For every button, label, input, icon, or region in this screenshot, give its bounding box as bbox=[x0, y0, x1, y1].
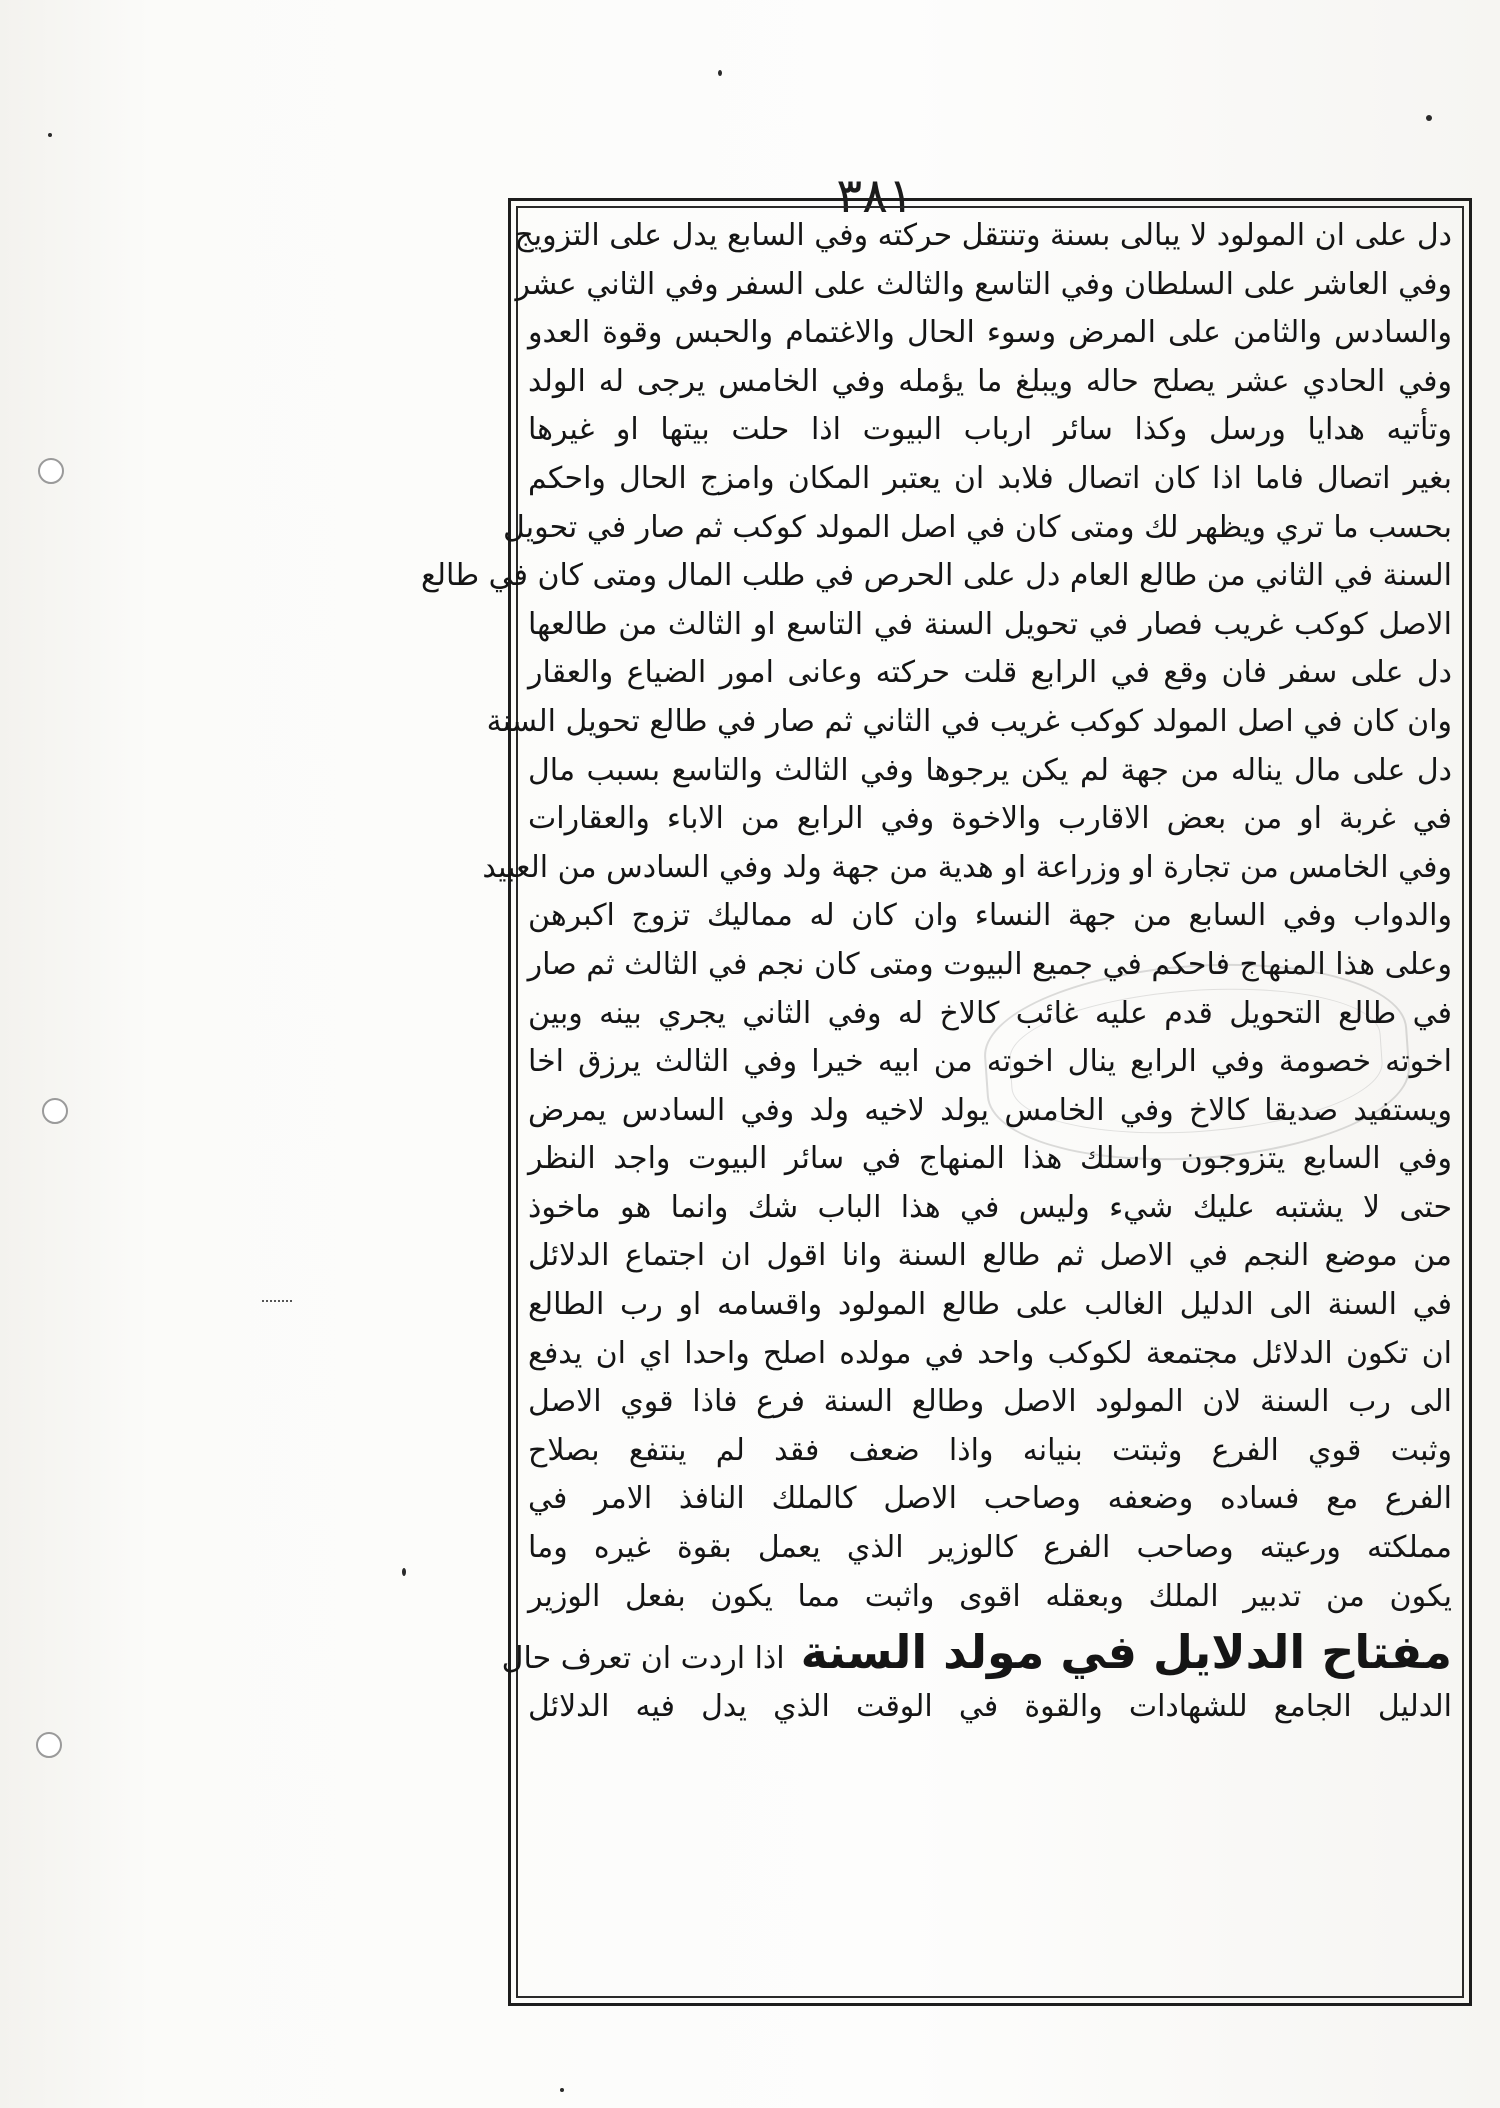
text-line: وتأتيه هدايا ورسل وكذا سائر ارباب البيوت اذا حلت بيتها او غيرها bbox=[528, 412, 1452, 448]
text-line: دل على ان المولود لا يبالى بسنة وتنتقل حركته وفي السابع يدل على التزويج bbox=[514, 218, 1452, 253]
text-line: ويستفيد صديقا كالاخ وفي الخامس يولد لاخيه ولد وفي السادس يمرض bbox=[528, 1092, 1452, 1128]
page-number: ٣٨١ bbox=[836, 168, 914, 224]
punch-hole-middle bbox=[42, 1098, 68, 1124]
section-heading: مفتاح الدلايل في مولد السنة bbox=[800, 1625, 1452, 1680]
text-line: الى رب السنة لان المولود الاصل وطالع السنة فرع فاذا قوي الاصل bbox=[528, 1384, 1452, 1420]
text-line: بحسب ما تري ويظهر لك ومتى كان في اصل المولد كوكب ثم صار في تحويل bbox=[503, 509, 1452, 545]
section-heading-line bbox=[501, 1621, 1452, 1683]
text-line: دل على سفر فان وقع في الرابع قلت حركته وعانى امور الضياع والعقار bbox=[528, 655, 1452, 691]
text-line: في طالع التحويل قدم عليه غائب كالاخ له وفي الثاني يجري بينه وبين bbox=[528, 995, 1452, 1031]
text-line: وعلى هذا المنهاج فاحكم في جميع البيوت ومتى كان نجم في الثالث ثم صار bbox=[527, 946, 1452, 982]
text-line: الاصل كوكب غريب فصار في تحويل السنة في التاسع او الثالث من طالعها bbox=[528, 606, 1452, 642]
text-line: حتى لا يشتبه عليك شيء وليس في هذا الباب شك وانما هو ماخوذ bbox=[528, 1189, 1452, 1225]
manuscript-text-block bbox=[420, 212, 1452, 1992]
text-line: وان كان في اصل المولد كوكب غريب في الثاني ثم صار في طالع تحويل السنة bbox=[486, 703, 1452, 739]
scan-speck bbox=[1426, 115, 1432, 121]
text-line: مملكته ورعيته وصاحب الفرع كالوزير الذي يعمل بقوة غيره وما bbox=[528, 1530, 1452, 1566]
text-line: وفي السابع يتزوجون واسلك هذا المنهاج في سائر البيوت واجد النظر bbox=[528, 1141, 1452, 1177]
punch-hole-bottom bbox=[36, 1732, 62, 1758]
text-line: في غربة او من بعض الاقارب والاخوة وفي الرابع من الاباء والعقارات bbox=[528, 801, 1452, 837]
text-line: والدواب وفي السابع من جهة النساء وان كان له مماليك تزوج اكبرهن bbox=[528, 898, 1452, 934]
section-heading-continuation: اذا اردت ان تعرف حال bbox=[501, 1641, 785, 1677]
scan-speck bbox=[718, 70, 722, 76]
text-line: وفي العاشر على السلطان وفي التاسع والثالث على السفر وفي الثاني عشر bbox=[515, 266, 1452, 302]
text-line: الفرع مع فساده وضعفه وصاحب الاصل كالملك النافذ الامر في bbox=[528, 1481, 1452, 1517]
scan-speck bbox=[402, 1568, 406, 1576]
text-line: وفي الخامس من تجارة او وزراعة او هدية من جهة ولد وفي السادس من العبيد bbox=[482, 849, 1452, 885]
punch-hole-top bbox=[38, 458, 64, 484]
text-line: اخوته خصومة وفي الرابع ينال اخوته من ابيه خيرا وفي الثالث يرزق اخا bbox=[528, 1044, 1452, 1080]
text-line: ان تكون الدلائل مجتمعة لكوكب واحد في مولده اصلح واحدا اي ان يدفع bbox=[528, 1335, 1452, 1371]
scan-speck bbox=[560, 2088, 564, 2092]
text-line: في السنة الى الدليل الغالب على طالع المولود واقسامه او رب الطالع bbox=[528, 1287, 1452, 1323]
margin-mark bbox=[262, 1290, 292, 1302]
text-line: السنة في الثاني من طالع العام دل على الحرص في طلب المال ومتى كان في طالع bbox=[420, 558, 1452, 594]
text-line: بغير اتصال فاما اذا كان اتصال فلابد ان يعتبر المكان وامزج الحال واحكم bbox=[528, 460, 1452, 496]
text-line: والسادس والثامن على المرض وسوء الحال والاغتمام والحبس وقوة العدو bbox=[528, 315, 1452, 351]
text-line: وفي الحادي عشر يصلح حاله ويبلغ ما يؤمله وفي الخامس يرجى له الولد bbox=[528, 363, 1452, 399]
text-line: يكون من تدبير الملك وبعقله اقوى واثبت مما يكون بفعل الوزير bbox=[528, 1578, 1452, 1614]
text-line: دل على مال يناله من جهة لم يكن يرجوها وفي الثالث والتاسع بسبب مال bbox=[528, 752, 1452, 788]
text-line: وثبت قوي الفرع وثبتت بنيانه واذا ضعف فقد لم ينتفع بصلاح bbox=[528, 1432, 1452, 1468]
text-line: من موضع النجم في الاصل ثم طالع السنة وانا اقول ان اجتماع الدلائل bbox=[528, 1238, 1452, 1274]
scan-speck bbox=[48, 133, 52, 137]
text-line-last: الدليل الجامع للشهادات والقوة في الوقت الذي يدل فيه الدلائل bbox=[528, 1689, 1452, 1725]
